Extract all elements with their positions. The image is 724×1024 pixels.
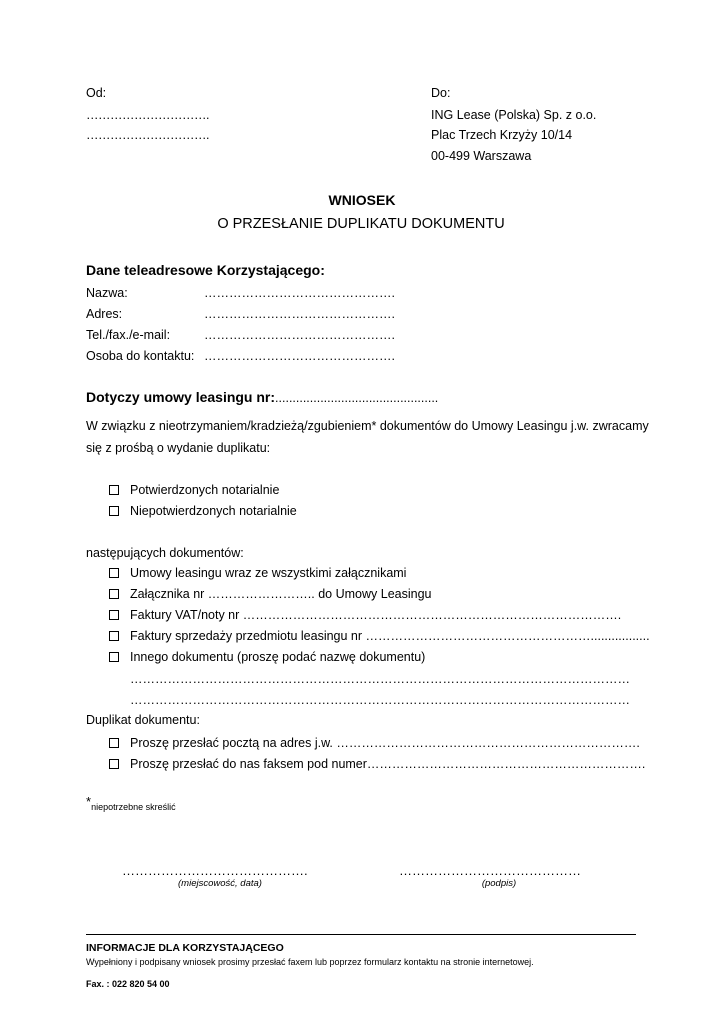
agreement-row (86, 389, 438, 407)
delivery-post-checkbox[interactable] (109, 738, 119, 748)
contact-name-field[interactable]: ………………………………………. (204, 286, 395, 300)
intro-line-2: się z prośbą o wydanie duplikatu: (86, 441, 271, 455)
contact-address-label: Adres: (86, 307, 123, 321)
not-notarized-checkbox[interactable] (109, 506, 119, 516)
delivery-label: Duplikat dokumentu: (86, 713, 200, 727)
recipient-label: Do: (431, 86, 451, 100)
contact-name-label: Nazwa: (86, 286, 128, 300)
document-vat-invoice-label: Faktury VAT/noty nr ………………………………………………………………………………. (130, 608, 622, 622)
document-sale-invoice-label: Faktury sprzedaży przedmiotu leasingu nr ………………………………………………................. (130, 629, 650, 643)
contact-person-label: Osoba do kontaktu: (86, 349, 195, 363)
intro-line-1: W związku z nieotrzymaniem/kradzieżą/zgubieniem* dokumentów do Umowy Leasingu j.w. zwracamy (86, 419, 649, 433)
place-date-field[interactable]: ……………………………………. (122, 863, 308, 878)
contact-address-field[interactable]: ………………………………………. (204, 307, 395, 321)
document-other-line-2[interactable]: ………………………………………………………………………………………………………… (130, 693, 630, 707)
document-attachment-label: Załącznika nr …………………….. do Umowy Leasingu (130, 587, 432, 601)
document-vat-invoice-checkbox[interactable] (109, 610, 119, 620)
info-fax: Fax. : 022 820 54 00 (86, 979, 170, 989)
recipient-street: Plac Trzech Krzyży 10/14 (431, 128, 573, 142)
contact-person-field[interactable]: ………………………………………. (204, 349, 395, 363)
document-agreement-label: Umowy leasingu wraz ze wszystkimi załącznikami (130, 566, 407, 580)
delivery-post-label: Proszę przesłać pocztą na adres j.w. ………………………………………………………………. (130, 736, 640, 750)
notarized-checkbox[interactable] (109, 485, 119, 495)
agreement-number-field[interactable]: ............................................... (275, 391, 439, 405)
footnote-mark: * (86, 794, 92, 809)
document-sale-invoice-checkbox[interactable] (109, 631, 119, 641)
contact-heading: Dane teleadresowe Korzystającego: (86, 262, 325, 278)
document-other-label: Innego dokumentu (proszę podać nazwę dokumentu) (130, 650, 426, 664)
signature-label: (podpis) (481, 878, 517, 889)
document-other-checkbox[interactable] (109, 652, 119, 662)
notarized-label: Potwierdzonych notarialnie (130, 483, 280, 497)
footnote-text: niepotrzebne skreślić (91, 802, 176, 812)
footnote (86, 794, 176, 812)
delivery-fax-label: Proszę przesłać do nas faksem pod numer…………………………………………………………. (130, 757, 646, 771)
document-subtitle: O PRZESŁANIE DUPLIKATU DOKUMENTU (217, 216, 505, 232)
documents-label: następujących dokumentów: (86, 546, 244, 560)
not-notarized-label: Niepotwierdzonych notarialnie (130, 504, 297, 518)
sender-label: Od: (86, 86, 107, 100)
recipient-city: 00-499 Warszawa (431, 149, 532, 163)
document-title: WNIOSEK (328, 192, 396, 208)
sender-line-1[interactable]: …………………………. (86, 108, 209, 122)
info-heading: INFORMACJE DLA KORZYSTAJĄCEGO (86, 942, 284, 954)
sender-line-2[interactable]: …………………………. (86, 128, 209, 142)
info-text: Wypełniony i podpisany wniosek prosimy przesłać faxem lub poprzez formularz kontaktu na stronie internetowej. (86, 957, 534, 967)
place-date-label: (miejscowość, data) (178, 878, 262, 889)
recipient-name: ING Lease (Polska) Sp. z o.o. (431, 108, 597, 122)
contact-phone-field[interactable]: ………………………………………. (204, 328, 395, 342)
agreement-label: Dotyczy umowy leasingu nr: (86, 389, 276, 405)
contact-phone-label: Tel./fax./e-mail: (86, 328, 171, 342)
info-divider (86, 934, 636, 935)
document-other-line-1[interactable]: ………………………………………………………………………………………………………… (130, 672, 630, 686)
signature-field[interactable]: …………………………………… (399, 863, 581, 878)
document-attachment-checkbox[interactable] (109, 589, 119, 599)
delivery-fax-checkbox[interactable] (109, 759, 119, 769)
document-agreement-checkbox[interactable] (109, 568, 119, 578)
